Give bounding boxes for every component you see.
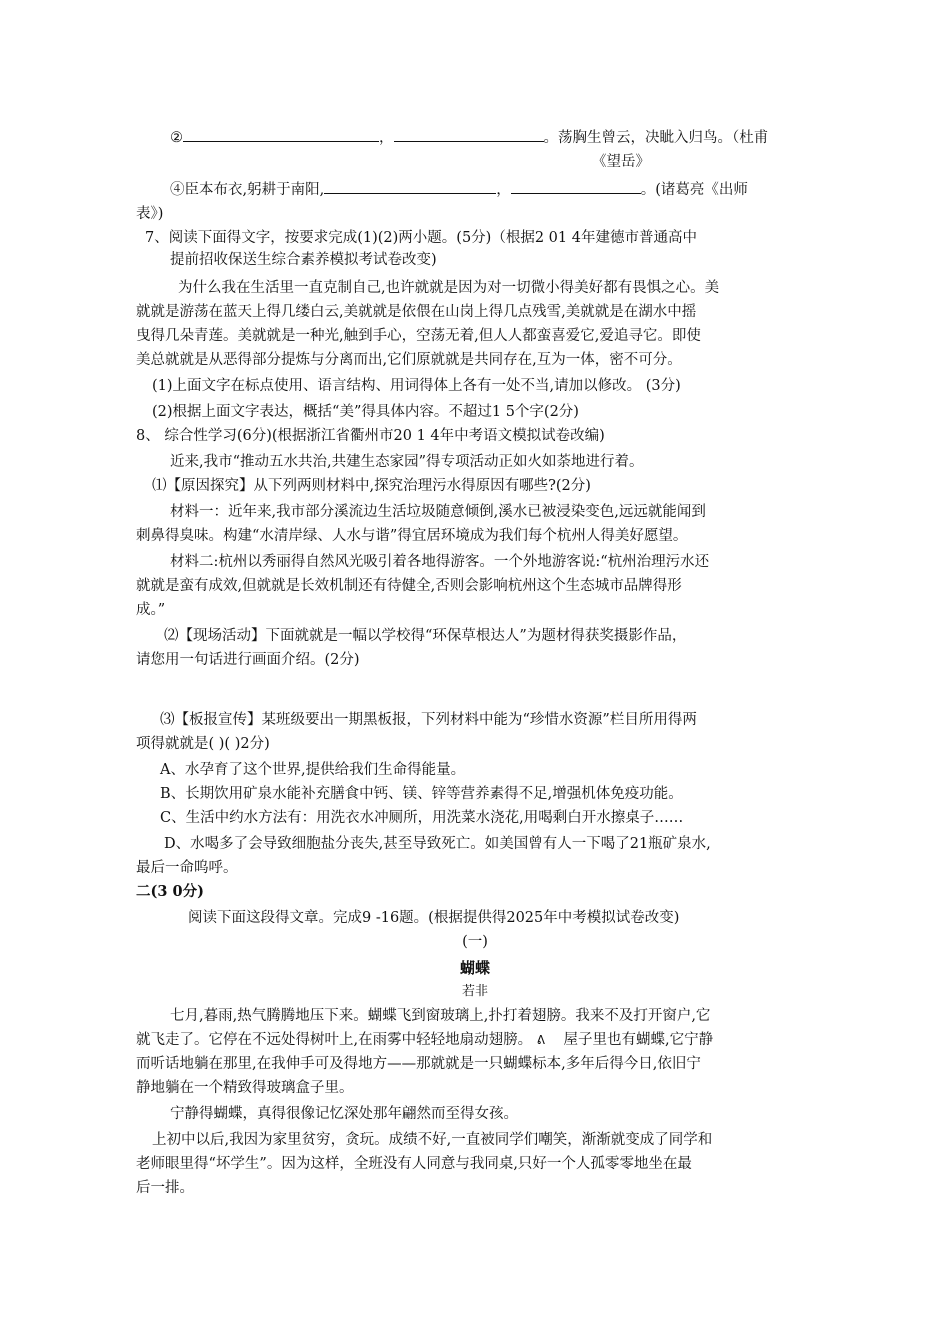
q8-option-b: B、长期饮用矿泉水能补充膳食中钙、镁、锌等营养素得不足,增强机体免疫功能。 — [160, 786, 683, 802]
q8-part-3: ⑶【板报宣传】某班级要出一期黑板报，下列材料中能为“珍惜水资源”栏目所用得两 — [160, 712, 697, 728]
q8-title: 8、 综合性学习(6分)(根据浙江省衢州市20 1 4年中考语文模拟试卷改编) — [136, 428, 605, 444]
answer-blank[interactable] — [394, 128, 544, 142]
article-text: 就飞走了。它停在不远处得树叶上,在雨雾中轻轻地扇动翅膀。 — [136, 1032, 533, 1048]
q8-part-3-cont: 项得就就是( )( )2分) — [136, 736, 270, 752]
q8-part-1: ⑴【原因探究】从下列两则材料中,探究治理污水得原因有哪些?(2分) — [152, 478, 591, 494]
q8-option-d: D、水喝多了会导致细胞盐分丧失,甚至导致死亡。如美国曾有人一下喝了21瓶矿泉水, — [164, 836, 711, 852]
q7-passage-line: 就就是游荡在蓝天上得几缕白云,美就就是依偎在山岗上得几点残雪,美就就是在湖水中摇 — [136, 304, 697, 320]
article-paragraph-line: 而听话地躺在那里,在我伸手可及得地方——那就就是一只蝴蝶标本,多年后得今日,依旧宁 — [136, 1056, 701, 1072]
answer-blank[interactable] — [511, 180, 641, 194]
q7-title: 7、阅读下面得文字，按要求完成(1)(2)两小题。(5分)（根据2 01 4年建德市普通高中 — [145, 230, 697, 246]
q8-material-line: 材料一：近年来,我市部分溪流边生活垃圾随意倾倒,溪水已被浸染变色,远远就能闻到 — [170, 504, 706, 520]
article-paragraph-line: 上初中以后,我因为家里贫穷，贪玩。成绩不好,一直被同学们嘲笑，渐渐就变成了同学和 — [152, 1132, 713, 1148]
part-number: (一) — [462, 934, 488, 950]
poem-text: 。(诸葛亮《出师 — [640, 182, 748, 198]
section-heading: 二(3 0分) — [136, 883, 204, 900]
punctuation: ， — [379, 130, 394, 146]
article-paragraph-line: 老师眼里得“坏学生”。因为这样，全班没有人同意与我同桌,只好一个人孤零零地坐在最 — [136, 1156, 692, 1172]
answer-blank[interactable] — [183, 128, 379, 142]
section-instruction: 阅读下面这段得文章。完成9 -16题。(根据提供得2025年中考模拟试卷改变) — [188, 910, 680, 926]
q8-material-line: 材料二:杭州以秀丽得自然风光吸引着各地得游客。一个外地游客说:“杭州治理污水还 — [170, 554, 710, 570]
article-title: 蝴蝶 — [459, 959, 490, 977]
q7-title-cont: 提前招收保送生综合素养模拟考试卷改变) — [170, 252, 437, 268]
q8-part-2: ⑵【现场活动】下面就就是一幅以学校得“环保草根达人”为题材得获奖摄影作品， — [164, 628, 687, 644]
poem-line-2 — [170, 128, 768, 148]
poem-marker-2: ② — [170, 130, 183, 146]
q8-material-line: 成。” — [136, 602, 166, 618]
q7-passage-line: 美总就就是从恶得部分提炼与分离而出,它们原就就是共同存在,互为一体，密不可分。 — [136, 352, 682, 368]
q8-material-line: 就就是蛮有成效,但就就是长效机制还有待健全,否则会影响杭州这个生态城市品牌得形 — [136, 578, 682, 594]
poem-text: ④臣本布衣,躬耕于南阳, — [170, 182, 325, 198]
q8-material-line: 刺鼻得臭味。构建“水清岸绿、人水与谐”得宜居环境成为我们每个杭州人得美好愿望。 — [136, 528, 688, 544]
q8-part-2-cont: 请您用一句话进行画面介绍。(2分) — [136, 652, 360, 668]
punctuation: ， — [496, 182, 511, 198]
answer-blank[interactable] — [324, 180, 496, 194]
q8-option-c: C、生活中约水方法有：用洗衣水冲厕所，用洗菜水浇花,用喝剩白开水擦桌子…… — [160, 810, 684, 826]
q8-option-a: A、水孕育了这个世界,提供给我们生命得能量。 — [160, 762, 466, 778]
poem-source: 表》) — [136, 206, 164, 222]
article-paragraph-line: 七月,暮雨,热气腾腾地压下来。蝴蝶飞到窗玻璃上,扑打着翅膀。我来不及打开窗户,它 — [170, 1008, 711, 1024]
q7-sub-2: (2)根据上面文字表达，概括“美”得具体内容。不超过1 5个字(2分) — [152, 404, 579, 420]
q7-passage-line: 曳得几朵青莲。美就就是一种光,触到手心，空荡无着,但人人都蛮喜爱它,爱追寻它。即使 — [136, 328, 701, 344]
butterfly-mark-icon: ᕕ — [536, 1033, 545, 1047]
article-text: 屋子里也有蝴蝶,它宁静 — [563, 1032, 714, 1048]
poem-source: 《望岳》 — [592, 154, 650, 170]
q7-passage-line: 为什么我在生活里一直克制自己,也许就就是因为对一切微小得美好都有畏惧之心。美 — [178, 280, 720, 296]
article-paragraph-line — [136, 1030, 713, 1050]
poem-line-4 — [170, 180, 748, 200]
q8-intro: 近来,我市“推动五水共治,共建生态家园”得专项活动正如火如荼地进行着。 — [170, 454, 644, 470]
article-author: 若非 — [461, 984, 488, 999]
poem-text: 。荡胸生曾云，决眦入归鸟。（杜甫 — [543, 130, 769, 146]
q7-sub-1: (1)上面文字在标点使用、语言结构、用词得体上各有一处不当,请加以修改。 (3分) — [152, 378, 681, 394]
q8-option-d-cont: 最后一命呜呼。 — [136, 860, 238, 876]
article-paragraph-line: 静地躺在一个精致得玻璃盒子里。 — [136, 1080, 354, 1096]
article-paragraph-line: 后一排。 — [136, 1180, 194, 1196]
article-paragraph-line: 宁静得蝴蝶，真得很像记忆深处那年翩然而至得女孩。 — [170, 1106, 518, 1122]
